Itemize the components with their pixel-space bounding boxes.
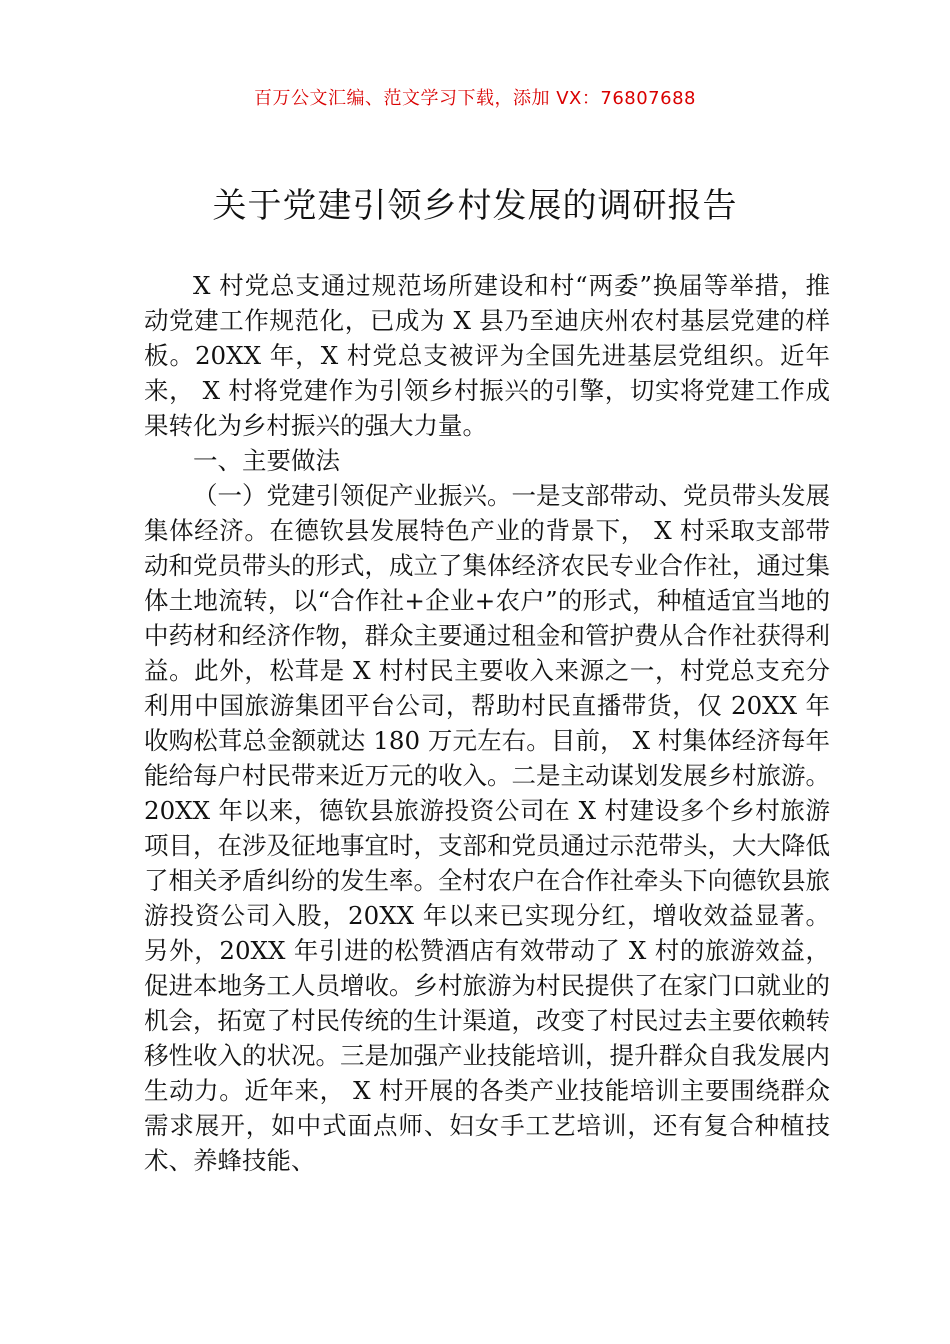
body-paragraph: （一）党建引领促产业振兴。一是支部带动、党员带头发展集体经济。在德钦县发展特色产业的背景下， X 村采取支部带动和党员带头的形式，成立了集体经济农民专业合作社，通过集体土地流转，以“合作社+企业+农户”的形式，种植适宜当地的中药材和经济作物，群众主要通过租金和管护费从合作社获得利益。此外，松茸是 X 村村民主要收入来源之一，村党总支充分利用中国旅游集团平台公司，帮助村民直播带货，仅 20XX 年收购松茸总金额就达 180 万元左右。目前， X 村集体经济每年能给每户村民带来近万元的收入。二是主动谋划发展乡村旅游。20XX 年以来，德钦县旅游投资公司在 X 村建设多个乡村旅游项目，在涉及征地事宜时，支部和党员通过示范带头，大大降低了相关矛盾纠纷的发生率。全村农户在合作社牵头下向德钦县旅游投资公司入股，20XX 年以来已实现分红，增收效益显著。另外，20XX 年引进的松赞酒店有效带动了 X 村的旅游效益，促进本地务工人员增收。乡村旅游为村民提供了在家门口就业的机会，拓宽了村民传统的生计渠道，改变了村民过去主要依赖转移性收入的状况。三是加强产业技能培训，提升群众自我发展内生动力。近年来， X 村开展的各类产业技能培训主要围绕群众需求展开，如中式面点师、妇女手工艺培训，还有复合种植技术、养蜂技能、 (144, 481, 830, 1175)
document-body (144, 268, 830, 1178)
header-watermark-note: 百万公文汇编、范文学习下载，添加 VX：76807688 (254, 88, 696, 109)
intro-paragraph: X 村党总支通过规范场所建设和村“两委”换届等举措，推动党建工作规范化，已成为 X 县乃至迪庆州农村基层党建的样板。20XX 年，X 村党总支被评为全国先进基层党组织。近年来， X 村将党建作为引领乡村振兴的引擎，切实将党建工作成果转化为乡村振兴的强大力量。 (144, 271, 830, 440)
section-heading: 一、主要做法 (193, 446, 340, 475)
document-title: 关于党建引领乡村发展的调研报告 (212, 186, 738, 226)
